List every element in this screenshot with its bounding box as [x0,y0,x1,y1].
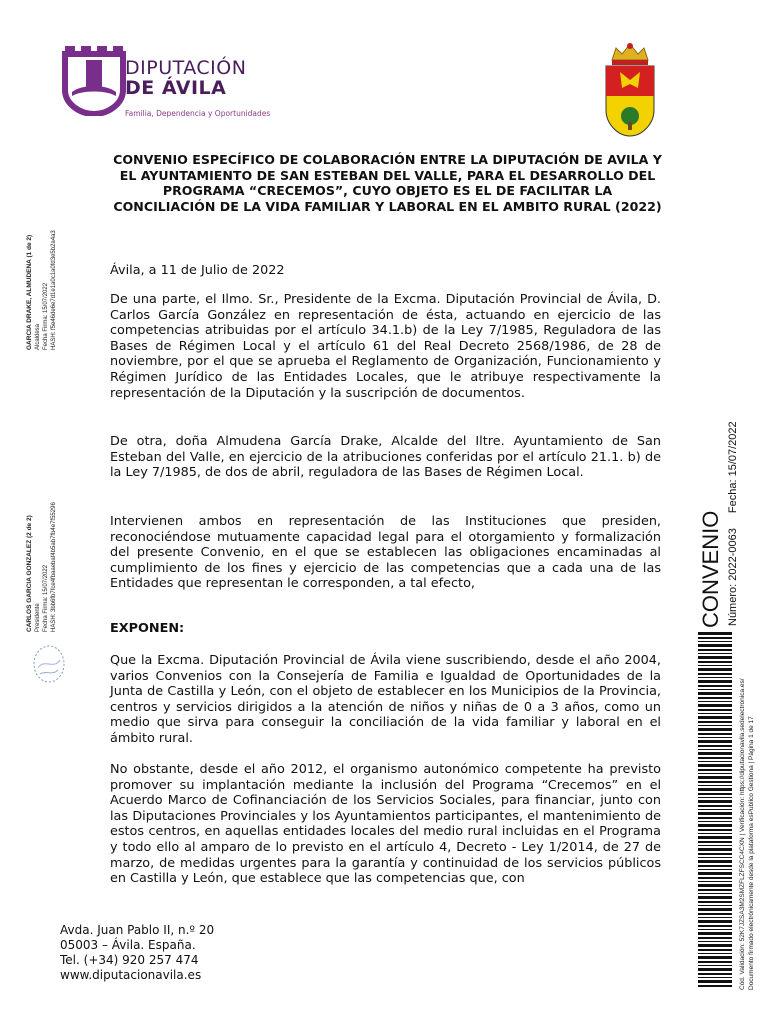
signer-role: Presidente [35,603,41,632]
validation-line-2: Documento firmado electrónicamente desde la plataforma esPublico Gestiona | Página 1 de 17 [748,716,755,990]
paragraph-parties-2: De otra, doña Almudena García Drake, Alcalde del Iltre. Ayuntamiento de San Esteban del Valle, en ejercicio de la atribuciones conferidas por el artículo 21.1. b) de la Ley 7/1985, de dos de abril, reguladora de las Bases de Régimen Local. [110,434,661,481]
footer-website-link[interactable]: www.diputacionavila.es [60,968,202,982]
signer-name: GARCIA DRAKE, ALMUDENA (1 de 2) [26,234,33,350]
logo-name-line2: DE ÁVILA [125,77,227,99]
signature-block-1 [26,40,62,350]
footer-phone: Tel. (+34) 920 257 474 [60,953,199,967]
paragraph-exponen-2: No obstante, desde el año 2012, el organismo autonómico competente ha previsto promover su implantación mediante la inclusión del Programa “Crecemos” en el Acuerdo Marco de Cofinanciación de los Servicios Sociales, para financiar, junto con las Diputaciones Provinciales y los Ayuntamientos participantes, el mantenimiento de estos centros, en aquellas entidades locales del medio rural incluidas en el Programa y todo ello al amparo de lo previsto en el artículo 4, Decreto - Ley 1/2014, de 27 de marzo, de medidas urgentes para la garantía y continuidad de los servicios públicos en Castilla y León, que establece que las competencias que, con [110,762,661,887]
convenio-fecha: Fecha: 15/07/2022 [727,421,739,514]
signature-block-2 [26,332,62,632]
convenio-meta [727,421,739,626]
signature-hash: HASH: f5e46de6e7d1e1a0c1a0fd3e5b2a4a3 [51,230,57,350]
footer-address [60,923,214,983]
paragraph-parties-1: De una parte, el Ilmo. Sr., Presidente de la Excma. Diputación Provincial de Ávila, D. Carlos García González en representación de ésta, actuando en ejercicio de las competencias atribuidas por el artículo 34.1.b) de la Ley 7/1985, Reguladora de las Bases de Régimen Local y el artículo 61 del Real Decreto 2568/1986, de 28 de noviembre, por el que se aprueba el Reglamento de Organización, Funcionamiento y Régimen Jurídico de las Entidades Locales, que le atribuye respectivamente la representación de la Diputación y la suscripción de documentos. [110,292,661,401]
signer-role: Alcaldesa [35,323,41,350]
convenio-numero: Número: 2022-0063 [727,528,739,626]
document-title: CONVENIO ESPECÍFICO DE COLABORACIÓN ENTRE LA DIPUTACIÓN DE AVILA Y EL AYUNTAMIENTO DE SAN ESTEBAN DEL VALLE, PARA EL DESARROLLO DEL PROGRAMA “CRECEMOS”, CUYO OBJETO ES EL DE FACILITAR LA CONCILIACIÓN DE LA VIDA FAMILIAR Y LABORAL EN EL AMBITO RURAL (2022) [113,152,662,215]
stamp-seal-icon [30,640,68,690]
paragraph-intervienen: Intervienen ambos en representación de las Instituciones que presiden, reconociéndose mutuamente capacidad legal para el otorgamiento y formalización del presente Convenio, en el que se establecen las obligaciones encaminadas al cumplimiento de los fines y ejercicio de las competencias que a cada una de las Entidades que representan le corresponden, a tal efecto, [110,514,661,592]
diputacion-logo [62,44,132,116]
diputacion-name [125,58,246,98]
paragraph-exponen-1: Que la Excma. Diputación Provincial de Ávila viene suscribiendo, desde el año 2004, varios Convenios con la Consejería de Familia e Igualdad de Oportunidades de la Junta de Castilla y León, con el objeto de establecer en los Municipios de la Provincia, centros y servicios dirigidos a la atención de niños y niñas de 0 a 3 años, como un medio que sirva para conseguir la conciliación de la vida familiar y laboral en el ámbito rural. [110,653,661,746]
document-date: Ávila, a 11 de Julio de 2022 [110,263,285,278]
footer-city: 05003 – Ávila. España. [60,938,196,952]
logo-name-line1: DIPUTACIÓN [125,57,247,79]
barcode-icon [698,632,732,988]
section-heading-exponen: EXPONEN: [110,621,185,636]
coat-of-arms-icon [600,40,660,140]
signature-date: Fecha Firma: 15/07/2022 [43,564,49,632]
signer-name: CARLOS GARCIA GONZALEZ (2 de 2) [26,515,33,632]
signature-hash: HASH: 3bb6fb7fce4fbaaebaf4b5ab7fb4e7f55296 [51,502,57,632]
validation-line-1: Cód. Validación: 52K7JZSA3M2SMZFLZFSCC4CXN | Verificación: https://diputacionavila.sedelectronica.es/ [739,678,746,990]
validation-text [738,620,756,990]
convenio-label: CONVENIO [698,510,723,628]
signature-date: Fecha Firma: 15/07/2022 [43,282,49,350]
logo-tagline: Familia, Dependencia y Oportunidades [125,109,271,118]
footer-street: Avda. Juan Pablo II, n.º 20 [60,923,215,937]
